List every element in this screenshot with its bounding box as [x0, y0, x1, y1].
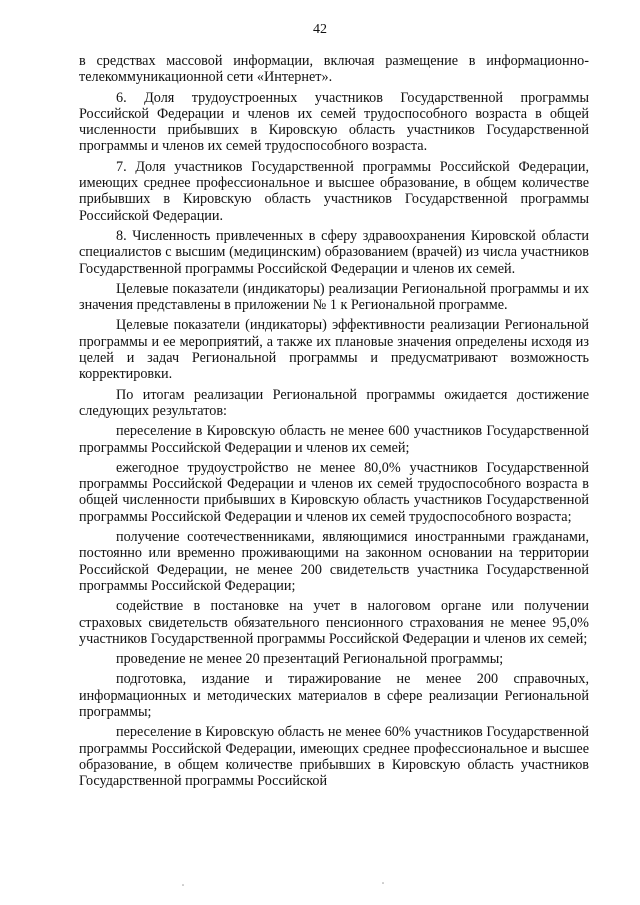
- paragraph-5: Целевые показатели (индикаторы) реализации Региональной программы и их значения представлены в приложении № 1 к Региональной программе.: [79, 280, 589, 314]
- paragraph-12: проведение не менее 20 презентаций Региональной программы;: [116, 651, 504, 668]
- paragraph-10: получение соотечественниками, являющимися иностранными гражданами, постоянно или временно проживающими на законном основании на территории Российской Федерации, не менее 200 свидетельств участника Государственной программы Российской Федерации;: [79, 529, 589, 594]
- paragraph-11: содействие в постановке на учет в налоговом органе или получении страховых свидетельств обязательного пенсионного страхования не менее 95,0% участников Государственной программы Российской Федерации и членов их семей;: [79, 598, 589, 647]
- paragraph-7: По итогам реализации Региональной программы ожидается достижение следующих результатов:: [79, 386, 589, 419]
- paragraph-14: переселение в Кировскую область не менее 60% участников Государственной программы Российской Федерации, имеющих среднее профессиональное и высшее образование, в общем количестве прибывших в Кировскую область участников Государственной программы Российской: [79, 724, 589, 790]
- paragraph-3: 7. Доля участников Государственной программы Российской Федерации, имеющих среднее профессиональное и высшее образование, в общем количестве прибывших в Кировскую область участников Государственной программы Российской Федерации.: [79, 158, 589, 224]
- scan-speck: [382, 882, 384, 884]
- paragraph-6: Целевые показатели (индикаторы) эффективности реализации Региональной программы и ее мероприятий, а также их плановые значения определены исходя из целей и задач Региональной программы и предусматривают возможность корректировки.: [79, 317, 589, 383]
- scan-speck: [182, 884, 184, 886]
- paragraph-8: переселение в Кировскую область не менее 600 участников Государственной программы Российской Федерации и членов их семей;: [79, 423, 589, 456]
- document-body: [79, 53, 589, 789]
- paragraph-1: в средствах массовой информации, включая размещение в информационно-телекоммуникационной сети «Интернет».: [79, 53, 589, 86]
- paragraph-2: 6. Доля трудоустроенных участников Государственной программы Российской Федерации и членов их семей трудоспособного возраста в общей численности прибывших в Кировскую область участников Государственной программы и членов их семей трудоспособного возраста.: [79, 89, 589, 155]
- paragraph-4: 8. Численность привлеченных в сферу здравоохранения Кировской области специалистов с высшим (медицинским) образованием (врачей) из числа участников Государственной программы Российской Федерации и членов их семей.: [79, 227, 589, 277]
- scan-specks: [0, 880, 640, 890]
- paragraph-13: подготовка, издание и тиражирование не менее 200 справочных, информационных и методических материалов в сфере реализации Региональной программы;: [79, 671, 589, 720]
- paragraph-9: ежегодное трудоустройство не менее 80,0% участников Государственной программы Российской Федерации и членов их семей трудоспособного возраста в общей численности прибывших в Кировскую область участников Государственной программы Российской Федерации и членов их семей трудоспособного возраста;: [79, 459, 589, 525]
- page-number: 42: [313, 22, 327, 37]
